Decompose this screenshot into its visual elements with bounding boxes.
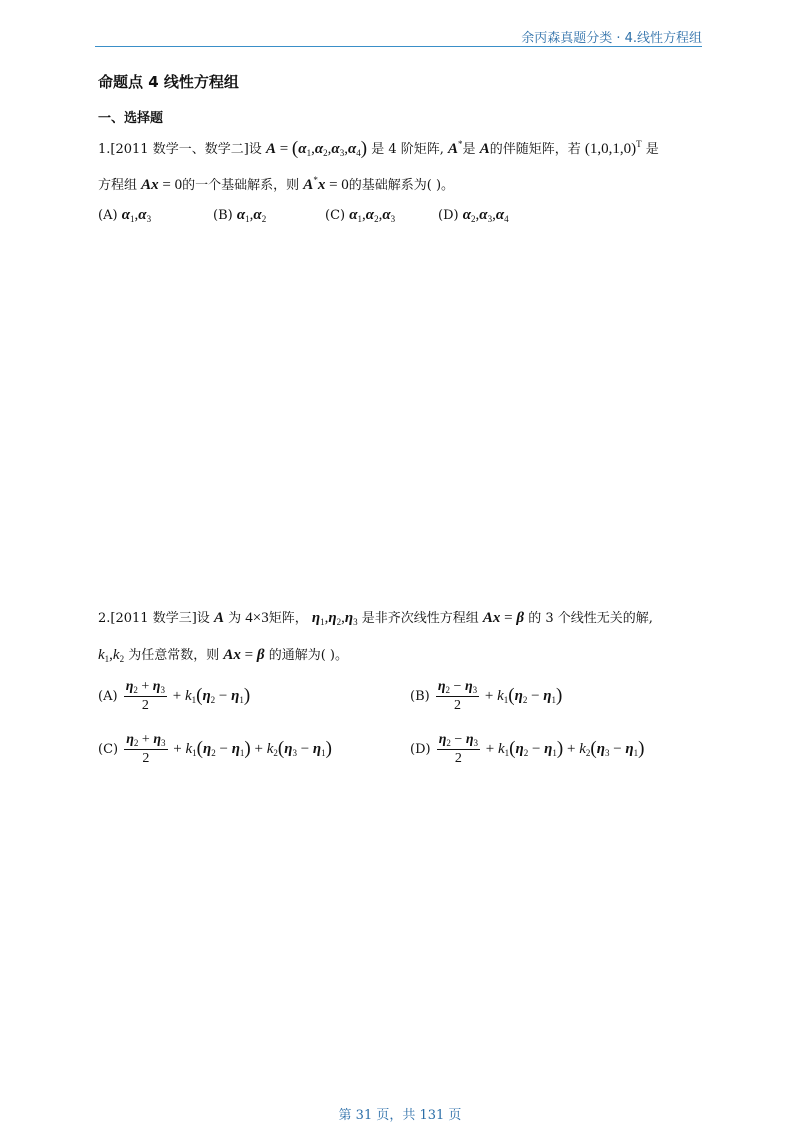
q2-text-g: 的通解为( )。 [268,648,348,663]
q1-text-d: 的伴随矩阵，若 [489,142,581,157]
q2-text-a: 设 [196,611,210,626]
option-label: (D) [438,208,459,223]
q1-matrix-a: A [479,141,490,157]
q2-text-d: 是非齐次线性方程组 [361,611,479,626]
q1-option-c [325,207,395,224]
q1-line2 [98,174,454,194]
q1-text-f: 方程组 [98,178,138,193]
q2-eq2: Ax = β [223,647,265,663]
header-title: 余丙森真题分类 · 4.线性方程组 [521,31,702,46]
q1-vector: $(1,0,1,0)^T$ [584,139,642,157]
q2-line2 [98,644,348,664]
q2-dimension: 4×3 [245,610,269,626]
q1-option-a [98,207,151,224]
q1-text-h: 的基础解系为( )。 [348,178,455,193]
q1-line1 [98,137,659,159]
q1-text-c: 是 [462,142,476,157]
q1-text-a: 设 [248,142,262,157]
q2-text-c: 矩阵， [268,611,308,626]
q2-line1 [98,607,653,627]
q1-option-b [213,207,266,224]
q2-matrix-a: A [213,610,224,626]
option-expr: $\frac{\eta_2 + \eta_3}{2}$ + $k_1(\eta_2 - \eta_1) + k_2(\eta_3 - \eta_1)$ [126,732,332,766]
q2-text-f: 为任意常数，则 [128,648,220,663]
option-expr: $\alpha_1,\alpha_2,\alpha_3$ [349,207,396,224]
q1-eq-astar: A*x = 0 [303,175,349,193]
q2-option-b [410,679,562,714]
option-expr: $\alpha_1,\alpha_3$ [121,207,152,224]
q2-source: [2011 数学三] [110,611,197,626]
option-expr: $\alpha_1,\alpha_2$ [236,207,267,224]
q1-option-d [438,207,509,224]
q2-option-c [98,732,332,767]
q2-text-e: 的 3 个线性无关的解, [528,611,653,626]
q2-option-a [98,679,250,714]
q1-eq-ax0: Ax = 0 [141,177,183,193]
page-number: 第 31 页，共 131 页 [338,1108,462,1123]
q2-eq: Ax = β [482,610,525,626]
q2-number: 2. [98,611,111,626]
q1-source: [2011 数学一、数学二] [110,142,249,157]
q2-option-d [410,732,644,767]
option-expr: $\alpha_2,\alpha_3,\alpha_4$ [462,207,509,224]
q1-matrix-def: $A = (\alpha_1,\alpha_2,\alpha_3,\alpha_4)$ [265,138,368,159]
q2-constants: $k_1,k_2$ [98,647,125,664]
q1-text-g: 的一个基础解系，则 [182,178,300,193]
option-label: (B) [410,688,430,704]
option-expr: $\frac{\eta_2 + \eta_3}{2}$ + $k_1(\eta_2 - \eta_1)$ [125,679,251,713]
section-subtitle: 一、选择题 [98,111,164,126]
section-title: 命题点 4 线性方程组 [98,73,239,91]
header-divider [95,46,702,47]
option-label: (A) [98,688,118,704]
option-label: (C) [325,208,346,223]
option-label: (C) [98,741,119,757]
option-label: (B) [213,208,233,223]
option-label: (D) [410,741,431,757]
option-expr: $\frac{\eta_2 - \eta_3}{2}$ + $k_1(\eta_2 - \eta_1)$ [437,679,563,713]
q1-number: 1. [98,142,111,157]
option-label: (A) [98,208,118,223]
q1-text-b: 是 4 阶矩阵, [371,142,444,157]
q2-text-b: 为 [228,611,242,626]
q2-solutions: $\eta_1,\eta_2,\eta_3$ [311,610,358,627]
q1-adjugate: A* [448,139,463,157]
q1-text-e: 是 [645,142,659,157]
option-expr: $\frac{\eta_2 - \eta_3}{2}$ + $k_1(\eta_2 - \eta_1) + k_2(\eta_3 - \eta_1)$ [438,732,645,766]
